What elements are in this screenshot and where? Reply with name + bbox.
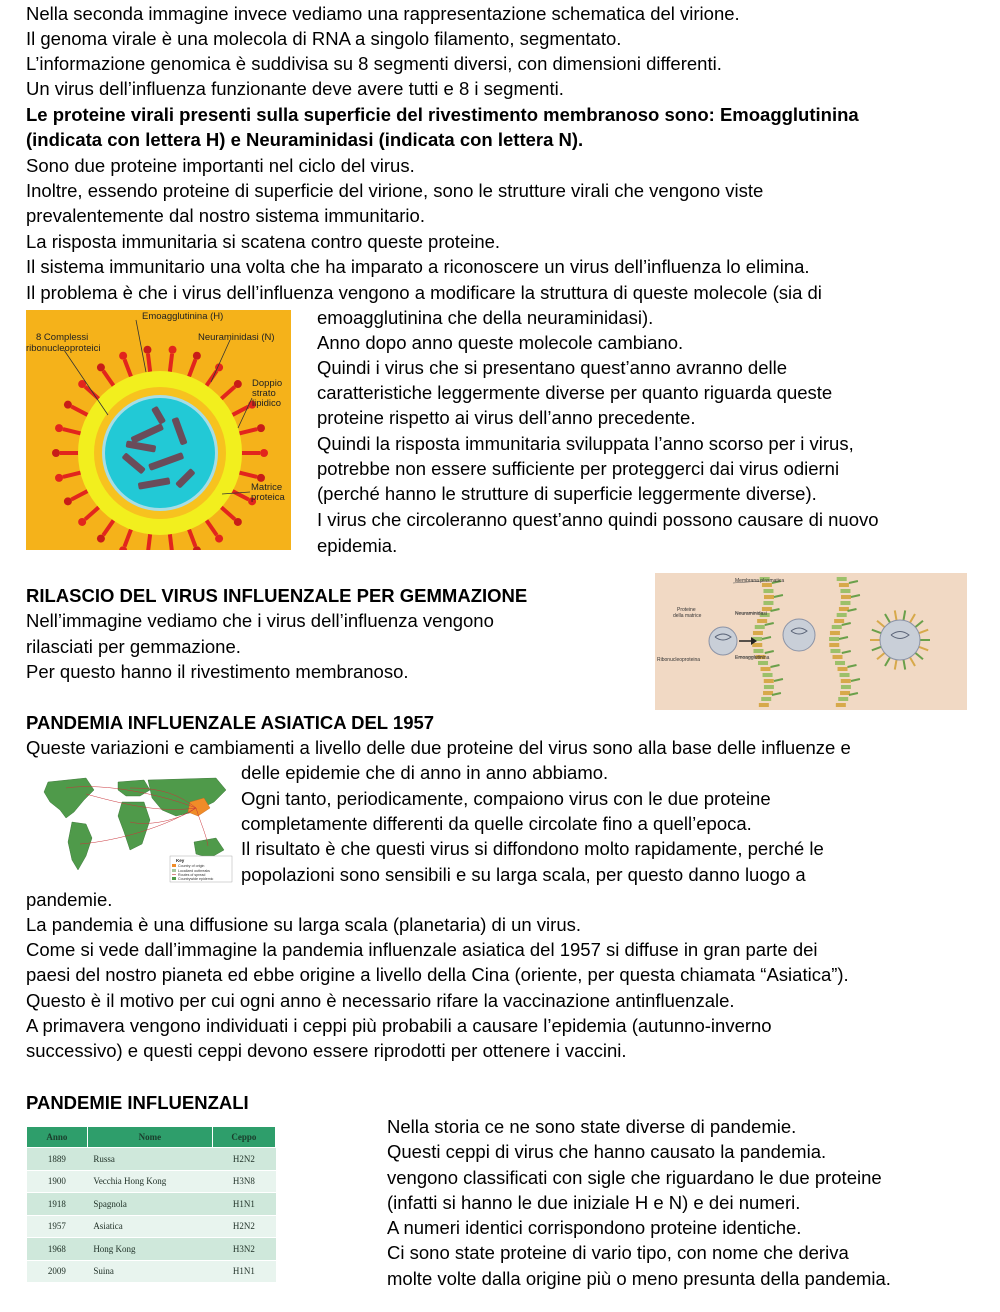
map-key-title: Key — [176, 858, 185, 863]
spike-tip — [260, 449, 268, 457]
text-line: L’informazione genomica è suddivisa su 8 segmenti diversi, con dimensioni differenti. — [26, 53, 722, 74]
table-cell: 2009 — [27, 1260, 88, 1283]
membrane-segment — [758, 661, 768, 665]
text-line: emoagglutinina che della neuraminidasi). — [317, 307, 654, 328]
virion-diagram — [26, 310, 291, 550]
table-cell: Spagnola — [87, 1193, 212, 1216]
table-cell: Suina — [87, 1260, 212, 1283]
table-row — [27, 1260, 276, 1283]
table-cell: H2N2 — [212, 1148, 275, 1171]
table-cell: 1968 — [27, 1238, 88, 1261]
text-line: (perché hanno le strutture di superficie leggermente diverse). — [317, 483, 817, 504]
membrane-segment — [761, 667, 771, 671]
pandemic-spread-map — [26, 772, 240, 884]
text-line: Per questo hanno il rivestimento membranoso. — [26, 661, 409, 682]
text-line: Il risultato è che questi virus si diffondono molto rapidamente, perché le — [241, 838, 824, 859]
spike-tip — [55, 474, 63, 482]
text-line: Il genoma virale è una molecola di RNA a singolo filamento, segmentato. — [26, 28, 622, 49]
label-complexes: 8 Complessi — [36, 332, 89, 343]
membrane-segment — [836, 703, 846, 707]
spike-tip — [52, 449, 60, 457]
table-cell: Russa — [87, 1148, 212, 1171]
spike-tip — [234, 518, 242, 526]
membrane-segment — [764, 685, 774, 689]
membrane-segment — [830, 649, 840, 653]
text-line: Quindi la risposta immunitaria sviluppata l’anno scorso per i virus, — [317, 433, 854, 454]
text-line: rilasciati per gemmazione. — [26, 636, 241, 657]
membrane-segment — [752, 643, 762, 647]
table-cell: H2N2 — [212, 1215, 275, 1238]
label-neuraminidase: Neuraminidasi — [735, 611, 767, 617]
table-cell: Hong Kong — [87, 1238, 212, 1261]
spike-tip — [55, 424, 63, 432]
membrane-segment — [764, 679, 774, 683]
text-line: Queste variazioni e cambiamenti a livello delle due proteine del virus sono alla base delle influenze e — [26, 737, 851, 758]
table-row — [27, 1238, 276, 1261]
text-line: Anno dopo anno queste molecole cambiano. — [317, 332, 684, 353]
text-line: Nell’immagine vediamo che i virus dell’influenza vengono — [26, 610, 494, 631]
membrane-segment — [761, 697, 771, 701]
label-neuraminidase: Neuraminidasi (N) — [198, 332, 275, 343]
membrane-segment — [840, 691, 850, 695]
membrane-segment — [759, 703, 769, 707]
membrane-segment — [755, 625, 765, 629]
table-cell: H3N2 — [212, 1238, 275, 1261]
text-line: prevalentemente dal nostro sistema immunitario. — [26, 205, 425, 226]
spike-tip — [119, 352, 127, 360]
label-membrane: Membrana plasmatica — [735, 578, 785, 584]
membrane-segment — [763, 673, 773, 677]
table-cell: H1N1 — [212, 1260, 275, 1283]
text-line: A numeri identici corrispondono proteine identiche. — [387, 1217, 802, 1238]
text-line: completamente differenti da quelle circolate fino a quell’epoca. — [241, 813, 752, 834]
spike-tip — [257, 474, 265, 482]
text-line: paesi del nostro pianeta ed ebbe origine a livello della Cina (oriente, per questa chiamata “Asiatica”). — [26, 964, 849, 985]
label-lipid-bilayer: lipidico — [252, 398, 282, 409]
section-heading: RILASCIO DEL VIRUS INFLUENZALE PER GEMMAZIONE — [26, 585, 528, 606]
text-line: molte volte dalla origine più o meno presunta della pandemia. — [387, 1268, 891, 1289]
membrane-segment — [829, 637, 839, 641]
table-cell: Vecchia Hong Kong — [87, 1170, 212, 1193]
membrane-segment — [757, 619, 767, 623]
spike-tip — [64, 401, 72, 409]
table-cell: 1900 — [27, 1170, 88, 1193]
membrane-segment — [840, 589, 850, 593]
map-key-item: Countrywide epidemic — [178, 877, 214, 881]
membrane-segment — [834, 619, 844, 623]
budding-diagram — [655, 573, 967, 710]
spike-tip — [257, 424, 265, 432]
table-cell: H3N8 — [212, 1170, 275, 1193]
spike-tip — [64, 497, 72, 505]
pandemics-table — [26, 1126, 276, 1283]
text-line: proteine rispetto ai virus dell’anno precedente. — [317, 407, 696, 428]
text-line: Il problema è che i virus dell’influenza vengono a modificare la struttura di queste molecole (sia di — [26, 282, 822, 303]
label-lipid-bilayer: Doppio — [252, 378, 283, 389]
membrane-segment — [838, 667, 848, 671]
text-line: (infatti si hanno le due iniziale H e N) e dei numeri. — [387, 1192, 801, 1213]
membrane-segment — [753, 649, 763, 653]
table-row — [27, 1193, 276, 1216]
bold-text-line: (indicata con lettera H) e Neuraminidasi (indicata con lettera N). — [26, 129, 584, 150]
membrane-segment — [829, 643, 839, 647]
membrane-segment — [763, 601, 773, 605]
section-heading: PANDEMIA INFLUENZALE ASIATICA DEL 1957 — [26, 712, 435, 733]
table-cell: H1N1 — [212, 1193, 275, 1216]
text-line: A primavera vengono individuati i ceppi più probabili a causare l’epidemia (autunno-inverno — [26, 1015, 772, 1036]
membrane-segment — [763, 691, 773, 695]
map-key-item: Country of origin — [178, 864, 205, 868]
membrane-segment — [833, 655, 843, 659]
membrane-segment — [763, 589, 773, 593]
table-header: Anno — [27, 1127, 88, 1148]
membrane-segment — [841, 595, 851, 599]
text-line: Come si vede dall’immagine la pandemia influenzale asiatica del 1957 si diffuse in gran parte dei — [26, 939, 818, 960]
membrane-segment — [837, 577, 847, 581]
text-line: La risposta immunitaria si scatena contro queste proteine. — [26, 231, 501, 252]
text-line: vengono classificati con sigle che riguardano le due proteine — [387, 1167, 882, 1188]
spike-tip — [97, 535, 105, 543]
text-line: delle epidemie che di anno in anno abbiamo. — [241, 762, 609, 783]
bold-text-line: Le proteine virali presenti sulla superficie del rivestimento membranoso sono: Emoagglutinina — [26, 104, 859, 125]
label-lipid-bilayer: strato — [252, 388, 276, 399]
table-cell: 1918 — [27, 1193, 88, 1216]
membrane-segment — [838, 697, 848, 701]
table-row — [27, 1170, 276, 1193]
text-line: I virus che circoleranno quest’anno quindi possono causare di nuovo — [317, 509, 879, 530]
text-line: Ci sono state proteine di vario tipo, con nome che deriva — [387, 1242, 849, 1263]
section-heading: PANDEMIE INFLUENZALI — [26, 1092, 249, 1113]
table-header: Nome — [87, 1127, 212, 1148]
map-key-item: Localized outbreaks — [178, 869, 210, 873]
spike-tip — [97, 363, 105, 371]
text-line: Inoltre, essendo proteine di superficie del virione, sono le strutture virali che vengono viste — [26, 180, 764, 201]
text-line: pandemie. — [26, 889, 113, 910]
membrane-segment — [840, 601, 850, 605]
label-matrix: Matrice — [251, 482, 283, 493]
label-matrix: proteica — [251, 492, 285, 503]
membrane-segment — [839, 583, 849, 587]
text-line: caratteristiche leggermente diverse per quanto riguarda queste — [317, 382, 833, 403]
membrane-segment — [835, 661, 845, 665]
label-ribonucleoprotein: Ribonucleoproteina — [657, 657, 701, 663]
table-header: Ceppo — [212, 1127, 275, 1148]
text-line: Questo è il motivo per cui ogni anno è necessario rifare la vaccinazione antinfluenzale. — [26, 990, 735, 1011]
label-hemagglutinin: Emoagglutinina — [735, 655, 770, 661]
label-matrix-proteins: Proteine — [677, 607, 696, 613]
text-line: Questi ceppi di virus che hanno causato la pandemia. — [387, 1141, 827, 1162]
membrane-segment — [753, 631, 763, 635]
membrane-segment — [840, 673, 850, 677]
table-cell: 1957 — [27, 1215, 88, 1238]
spike-tip — [143, 346, 151, 354]
membrane-segment — [830, 631, 840, 635]
text-line: Sono due proteine importanti nel ciclo del virus. — [26, 155, 415, 176]
text-line: popolazioni sono sensibili e su larga scala, per questo danno luogo a — [241, 864, 806, 885]
membrane-segment — [832, 625, 842, 629]
map-key-item: Routes of spread — [178, 873, 206, 877]
text-line: Quindi i virus che si presentano quest’anno avranno delle — [317, 357, 787, 378]
text-line: successivo) e questi ceppi devono essere riprodotti per ottenere i vaccini. — [26, 1040, 627, 1061]
text-line: Un virus dell’influenza funzionante deve avere tutti e 8 i segmenti. — [26, 78, 564, 99]
spike-tip — [234, 380, 242, 388]
label-hemagglutinin: Emoagglutinina (H) — [142, 311, 224, 322]
label-complexes: ribonucleoproteici — [26, 343, 101, 354]
text-line: La pandemia è una diffusione su larga scala (planetaria) di un virus. — [26, 914, 581, 935]
table-row — [27, 1148, 276, 1171]
text-line: potrebbe non essere sufficiente per proteggerci dai virus odierni — [317, 458, 840, 479]
label-matrix-proteins: della matrice — [673, 613, 702, 619]
table-row — [27, 1215, 276, 1238]
table-cell: Asiatica — [87, 1215, 212, 1238]
text-line: Nella seconda immagine invece vediamo una rappresentazione schematica del virione. — [26, 3, 740, 24]
membrane-segment — [841, 679, 851, 683]
text-line: epidemia. — [317, 535, 398, 556]
spike-tip — [169, 346, 177, 354]
table-cell: 1889 — [27, 1148, 88, 1171]
membrane-segment — [841, 685, 851, 689]
text-line: Il sistema immunitario una volta che ha imparato a riconoscere un virus dell’influenza lo elimina. — [26, 256, 810, 277]
membrane-segment — [764, 595, 774, 599]
text-line: Nella storia ce ne sono state diverse di pandemie. — [387, 1116, 797, 1137]
spike-tip — [215, 535, 223, 543]
spike-tip — [78, 518, 86, 526]
text-line: Ogni tanto, periodicamente, compaiono virus con le due proteine — [241, 788, 771, 809]
membrane-segment — [837, 613, 847, 617]
spike-tip — [193, 352, 201, 360]
